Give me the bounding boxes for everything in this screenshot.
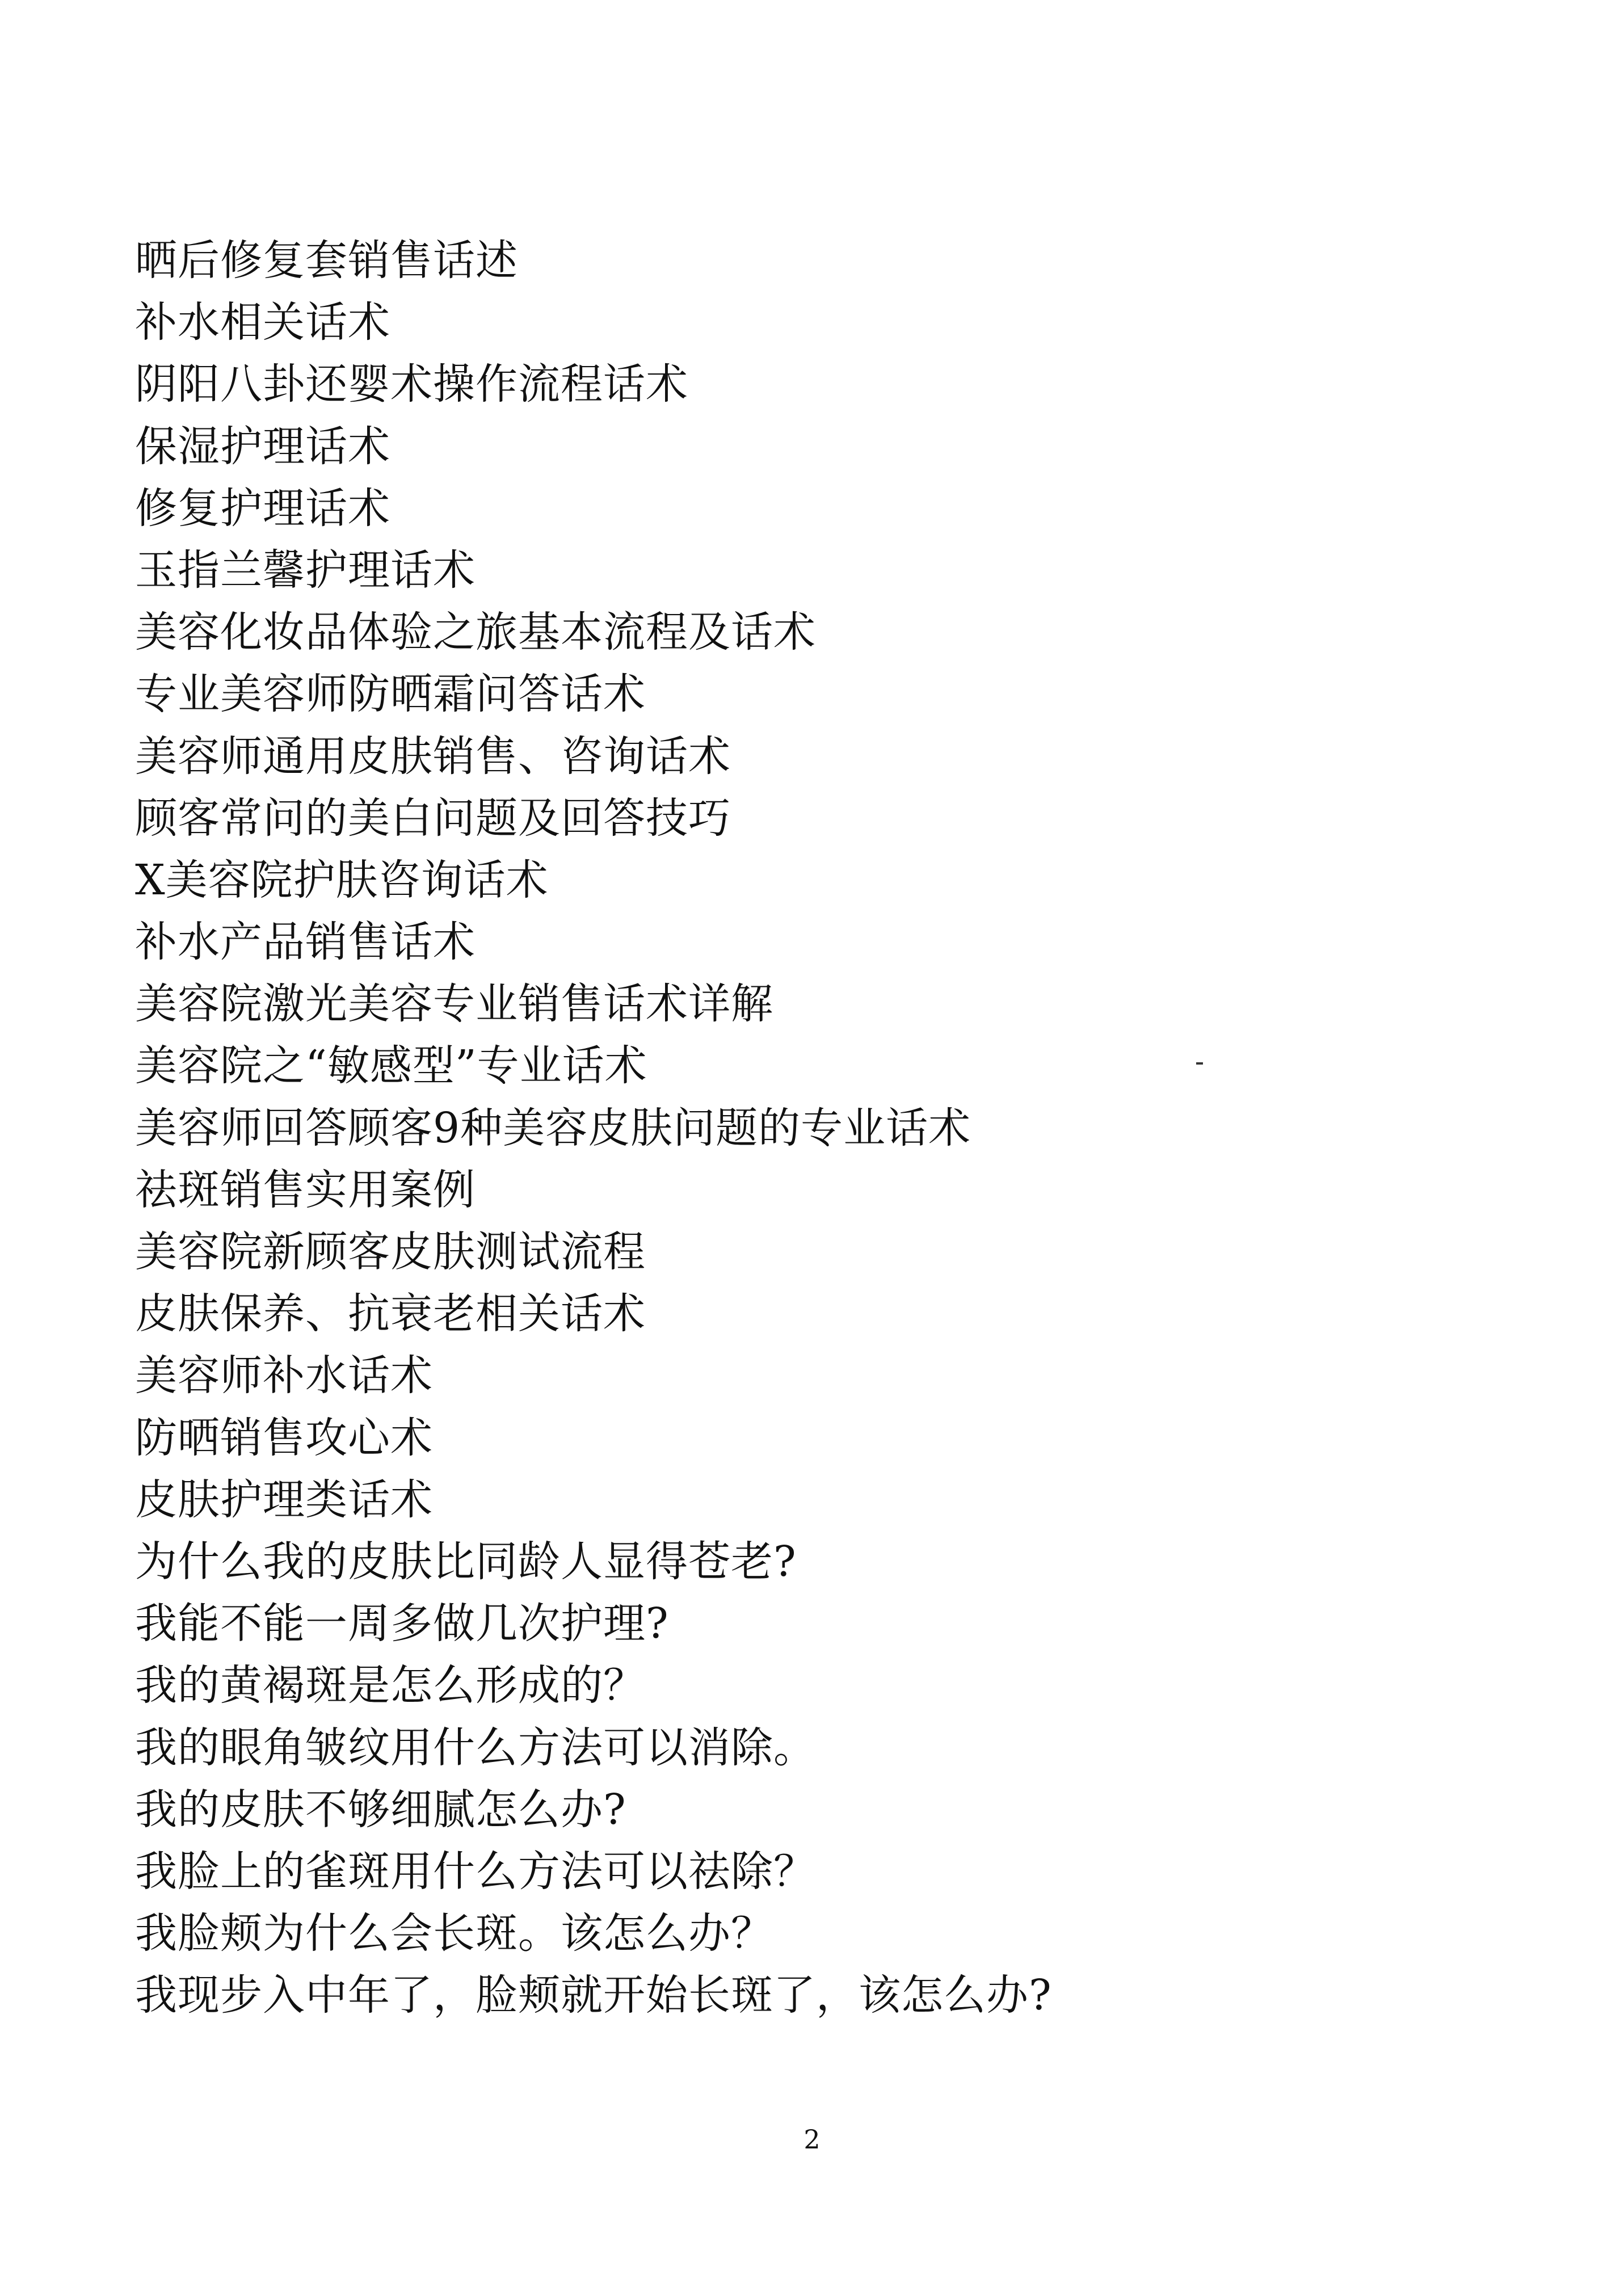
list-item: 美容院新顾客皮肤测试流程	[135, 1227, 646, 1276]
list-item: 晒后修复套销售话述	[135, 236, 518, 285]
scan-artifact-mark	[1196, 1062, 1203, 1065]
list-item: 美容师回答顾客9种美容皮肤问题的专业话术	[135, 1103, 971, 1153]
list-item: 美容院激光美容专业销售话术详解	[135, 979, 773, 1029]
topic-list	[135, 230, 1052, 2026]
list-item: 我现步入中年了，脸颊就开始长斑了，该怎么办?	[135, 1971, 1052, 2020]
list-item: 防晒销售攻心术	[135, 1413, 433, 1462]
list-item: 我脸上的雀斑用什么方法可以祛除？	[135, 1847, 816, 1896]
list-item: 美容师通用皮肤销售、咨询话术	[135, 731, 731, 781]
list-item: 美容化妆品体验之旅基本流程及话术	[135, 608, 816, 657]
list-item: 为什么我的皮肤比同龄人显得苍老?	[135, 1537, 797, 1586]
list-item: 专业美容师防晒霜问答话术	[135, 670, 646, 719]
list-item: 美容师补水话术	[135, 1351, 433, 1401]
list-item: 我的黄褐斑是怎么形成的？	[135, 1661, 646, 1710]
list-item: 补水相关话术	[135, 298, 390, 347]
list-item: 我的眼角皱纹用什么方法可以消除。	[135, 1723, 816, 1772]
list-item: 祛斑销售实用案例	[135, 1165, 476, 1214]
list-item: 我脸颊为什么会长斑。该怎么办？	[135, 1909, 773, 1958]
list-item: 我能不能一周多做几次护理?	[135, 1599, 669, 1648]
list-item: 修复护理话术	[135, 483, 390, 533]
list-item: 美容院之“敏感型”专业话术	[135, 1041, 647, 1091]
list-item: 皮肤保养、抗衰老相关话术	[135, 1289, 646, 1339]
list-item: 保湿护理话术	[135, 422, 390, 471]
list-item: 皮肤护理类话术	[135, 1475, 433, 1524]
list-item: 玉指兰馨护理话术	[135, 545, 476, 595]
list-item: 阴阳八卦还婴术操作流程话术	[135, 360, 688, 409]
list-item: 顾客常问的美白问题及回答技巧	[135, 793, 731, 843]
list-item: X美容院护肤咨询话术	[135, 855, 549, 905]
page-number: 2	[803, 2124, 821, 2155]
list-item: 补水产品销售话术	[135, 918, 476, 967]
list-item: 我的皮肤不够细腻怎么办?	[135, 1785, 626, 1834]
